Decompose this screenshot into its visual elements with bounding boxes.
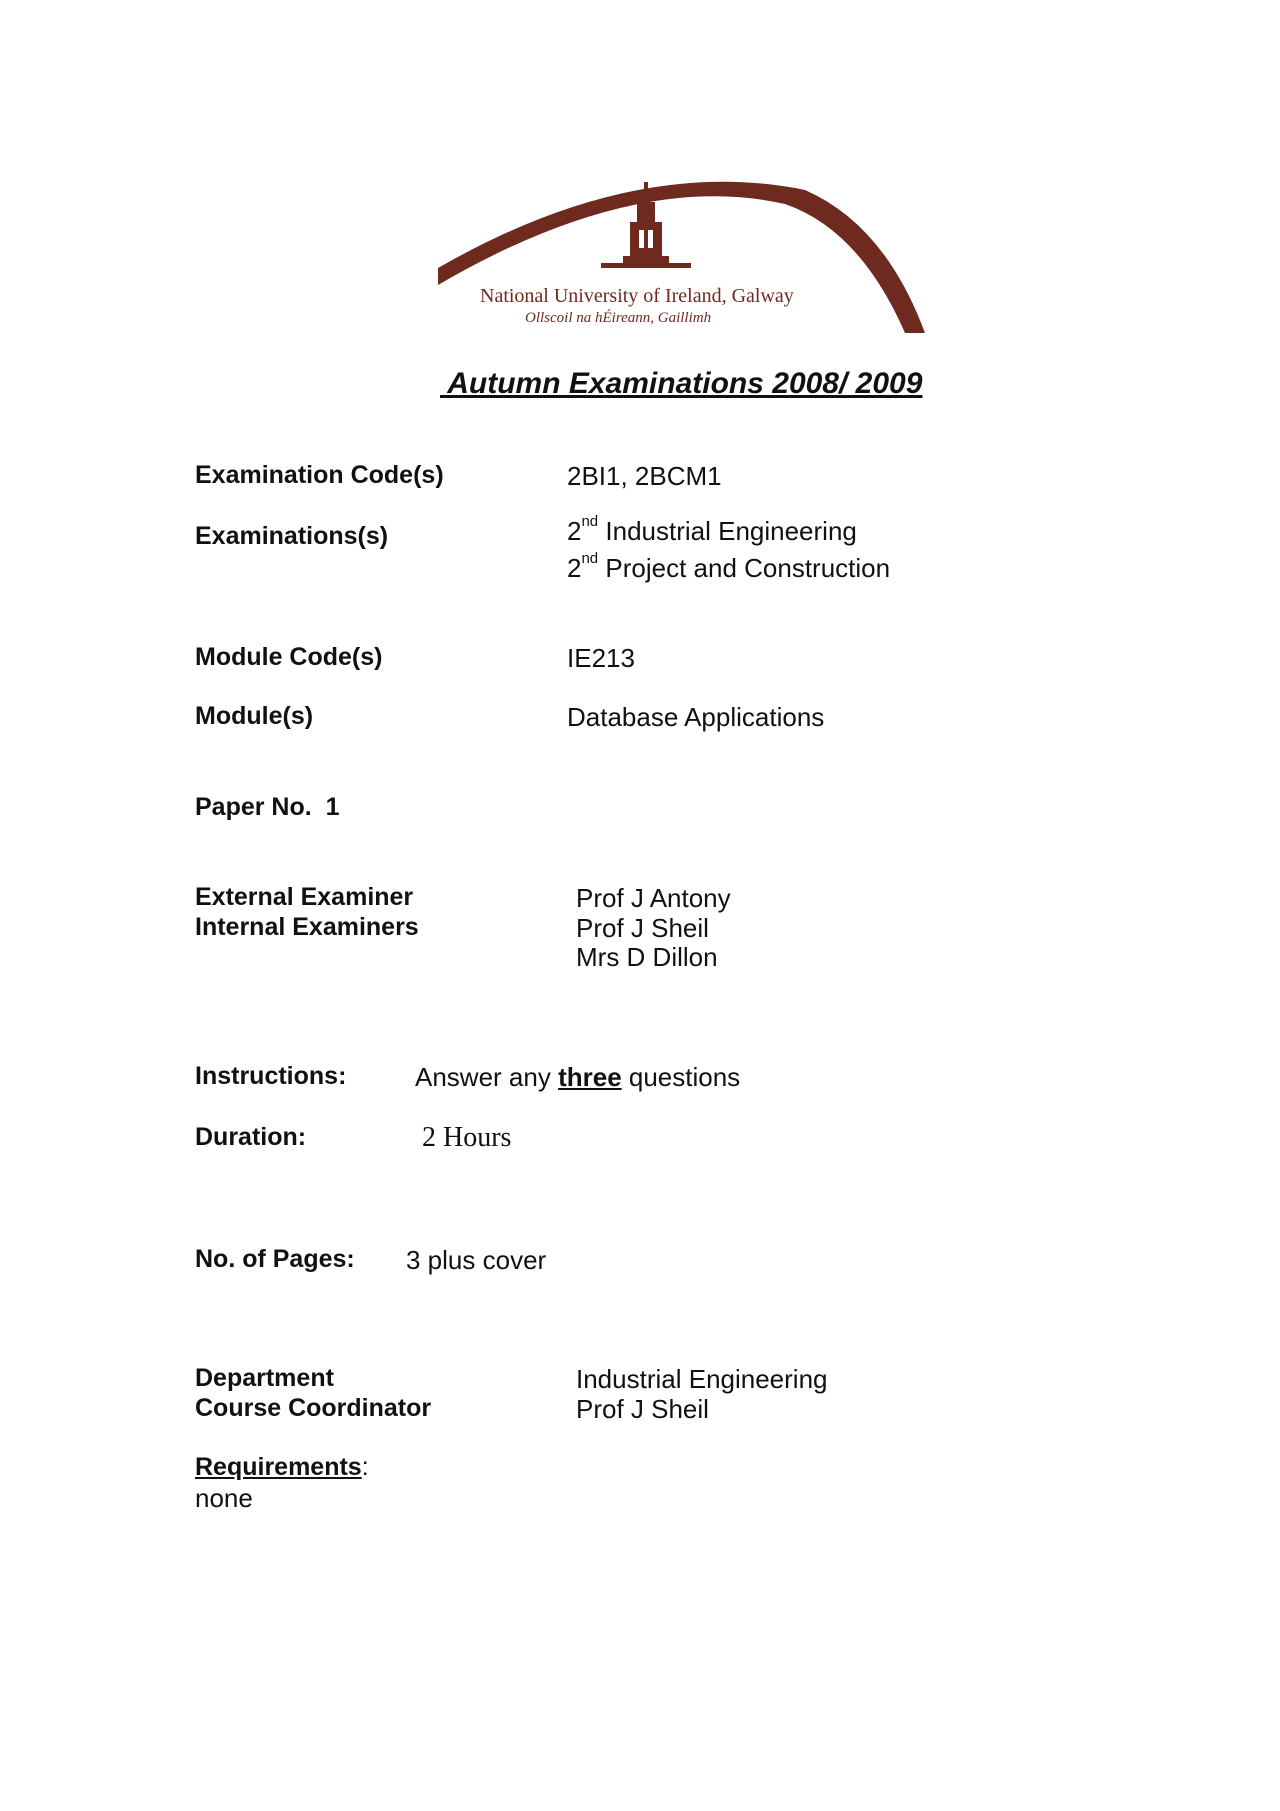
examination-item: 2nd Project and Construction	[567, 550, 891, 583]
instructions-label: Instructions:	[195, 1062, 347, 1090]
coordinator-value: Prof J Sheil	[576, 1394, 709, 1424]
page-title: Autumn Examinations 2008/ 2009	[440, 367, 923, 400]
module-codes-label: Module Code(s)	[195, 643, 383, 671]
module-codes-value: IE213	[567, 643, 635, 673]
pages-value: 3 plus cover	[406, 1245, 547, 1275]
logo-line1: National University of Ireland, Galway	[480, 285, 794, 307]
department-label: Department	[195, 1364, 334, 1392]
examinations-label: Examinations(s)	[195, 522, 389, 550]
paper-number: Paper No. 1	[195, 793, 340, 821]
internal-examiner-value: Mrs D Dillon	[576, 942, 718, 972]
duration-label: Duration:	[195, 1123, 307, 1151]
instructions-emphasis: three	[558, 1062, 622, 1092]
logo-line2: Ollscoil na hÉireann, Gaillimh	[525, 310, 712, 326]
internal-examiner-value: Prof J Sheil	[576, 913, 709, 943]
internal-examiners-label: Internal Examiners	[195, 913, 419, 941]
examination-item: 2nd Industrial Engineering	[567, 513, 857, 546]
requirements-label: Requirements	[195, 1453, 362, 1481]
external-examiner-label: External Examiner	[195, 883, 414, 911]
logo-arch-icon	[430, 170, 930, 345]
instructions-value: Answer any three questions	[415, 1062, 741, 1092]
external-examiner-value: Prof J Antony	[576, 883, 731, 913]
exam-codes-label: Examination Code(s)	[195, 461, 444, 489]
requirements-value: none	[195, 1483, 253, 1513]
university-logo	[430, 170, 930, 345]
requirements-heading: Requirements:	[195, 1453, 369, 1481]
modules-value: Database Applications	[567, 702, 825, 732]
department-value: Industrial Engineering	[576, 1364, 828, 1394]
coordinator-label: Course Coordinator	[195, 1394, 432, 1422]
pages-label: No. of Pages:	[195, 1245, 355, 1273]
modules-label: Module(s)	[195, 702, 314, 730]
duration-value: 2 Hours	[422, 1122, 512, 1153]
exam-codes-value: 2BI1, 2BCM1	[567, 461, 722, 491]
